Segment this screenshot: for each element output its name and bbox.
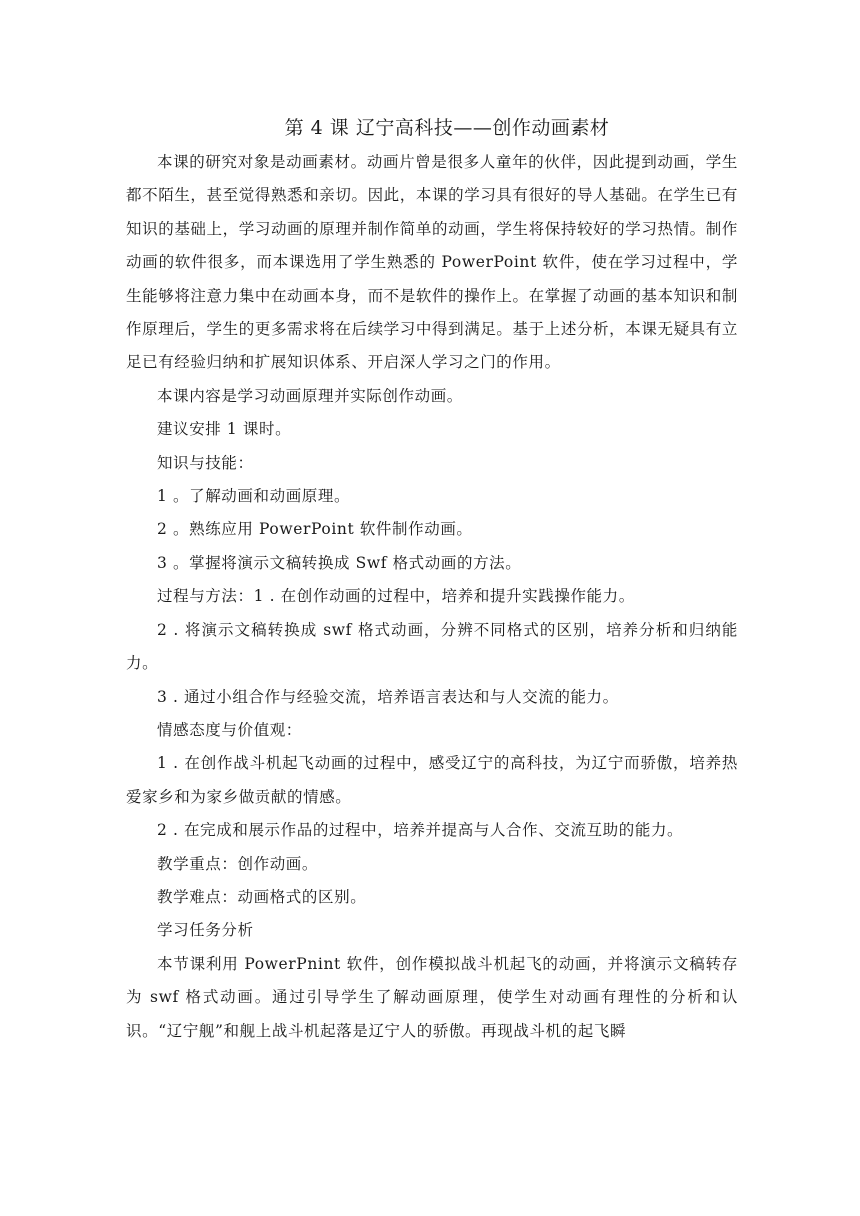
paragraph-attitude-2: 2 . 在完成和展示作品的过程中，培养并提高与人合作、交流互助的能力。 (157, 821, 684, 840)
document-page (126, 112, 738, 1048)
paragraph-task-heading: 学习任务分析 (157, 921, 254, 940)
paragraph-attitude-heading: 情感态度与价值观： (157, 720, 302, 739)
paragraph-knowledge-3: 3 。掌握将演示文稿转换成 Swf 格式动画的方法。 (157, 553, 522, 572)
paragraph-task-analysis: 本节课利用 PowerPnint 软件，创作模拟战斗机起飞的动画，并将演示文稿转存为 swf 格式动画。通过引导学生了解动画原理，使学生对动画有理性的分析和认识。“辽宁舰”和舰上战斗机起落是辽宁人的骄傲。再现战斗机的起飞瞬 (126, 954, 738, 1040)
paragraph-attitude-1: 1 . 在创作战斗机起飞动画的过程中，感受辽宁的高科技，为辽宁而骄傲，培养热爱家乡和为家乡做贡献的情感。 (126, 754, 738, 806)
paragraph-schedule: 建议安排 1 课时。 (157, 420, 292, 439)
paragraph-process-3: 3 . 通过小组合作与经验交流，培养语言表达和与人交流的能力。 (157, 687, 619, 706)
paragraph-knowledge-heading: 知识与技能： (157, 453, 254, 472)
paragraph-difficulty: 教学难点：动画格式的区别。 (157, 887, 367, 906)
paragraph-process-2: 2 . 将演示文稿转换成 swf 格式动画，分辨不同格式的区别，培养分析和归纳能力。 (126, 620, 738, 673)
paragraph-content: 本课内容是学习动画原理并实际创作动画。 (157, 386, 463, 405)
paragraph-knowledge-1: 1 。了解动画和动画原理。 (157, 487, 351, 506)
paragraph-intro: 本课的研究对象是动画素材。动画片曾是很多人童年的伙伴，因此提到动画，学生都不陌生，甚至觉得熟悉和亲切。因此，本课的学习具有很好的导人基础。在学生已有知识的基础上，学习动画的原理并制作简单的动画，学生将保持较好的学习热情。制作动画的软件很多，而本课选用了学生熟悉的 PowerPoint 软件，使在学习过程中，学生能够将注意力集中在动画本身，而不是软件的操作上。在掌握了动画的基本知识和制作原理后，学生的更多需求将在后续学习中得到满足。基于上述分析，本课无疑具有立足已有经验归纳和扩展知识体系、开启深人学习之门的作用。 (126, 153, 738, 372)
paragraph-key-point: 教学重点：创作动画。 (157, 854, 319, 873)
paragraph-process-1: 过程与方法：1 . 在创作动画的过程中，培养和提升实践操作能力。 (157, 587, 635, 606)
paragraph-knowledge-2: 2 。熟练应用 PowerPoint 软件制作动画。 (157, 520, 473, 539)
document-title: 第 4 课 辽宁高科技——创作动画素材 (284, 117, 610, 139)
